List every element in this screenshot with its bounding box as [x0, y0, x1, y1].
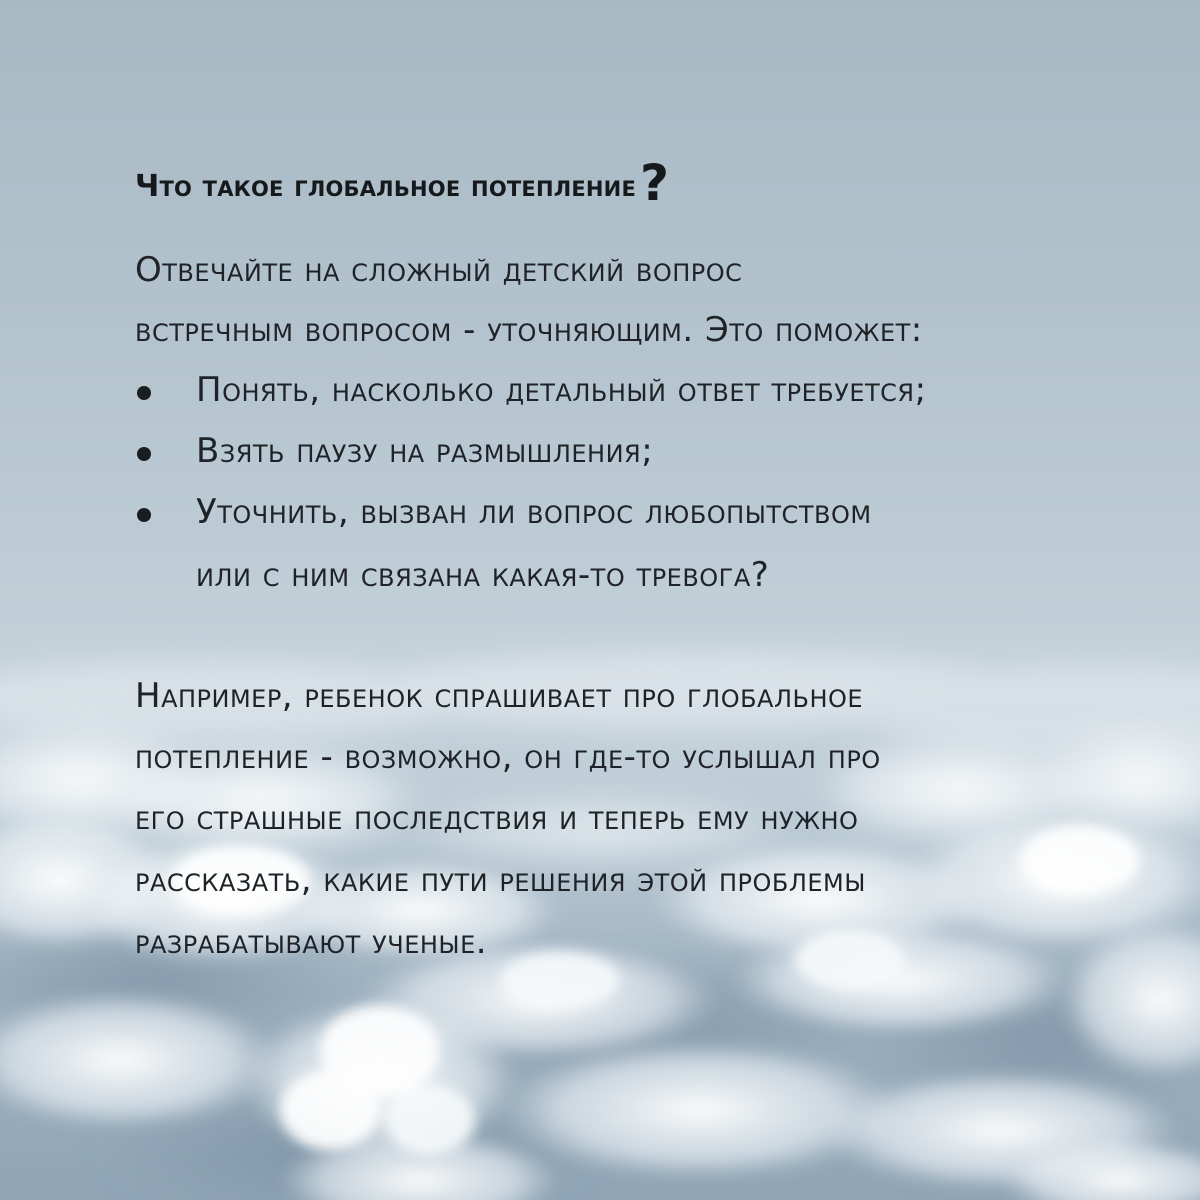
example-line-5: разрабатывают ученые.	[135, 922, 488, 962]
bullet-dot-icon	[137, 508, 151, 522]
bullet-dot-icon	[137, 447, 151, 461]
bullet-1-text: Понять, насколько детальный ответ требуется;	[196, 370, 927, 410]
bullet-3-text-line-1: Уточнить, вызван ли вопрос любопытством	[196, 492, 872, 532]
intro-line-2: встречным вопросом - уточняющим. Это поможет:	[135, 310, 923, 350]
page-title	[135, 150, 670, 212]
example-line-4: рассказать, какие пути решения этой проблемы	[135, 860, 866, 900]
title-text: Что такое глобальное потепление	[135, 169, 637, 204]
title-question-mark: ?	[640, 154, 670, 212]
bullet-3-text-line-2: или с ним связана какая-то тревога?	[196, 555, 770, 595]
bullet-dot-icon	[137, 386, 151, 400]
example-line-2: потепление - возможно, он где-то услышал про	[135, 737, 881, 777]
bullet-2-text: Взять паузу на размышления;	[196, 431, 654, 471]
example-line-3: его страшные последствия и теперь ему нужно	[135, 798, 859, 838]
intro-line-1: Отвечайте на сложный детский вопрос	[135, 250, 743, 290]
example-line-1: Например, ребенок спрашивает про глобальное	[135, 676, 864, 716]
